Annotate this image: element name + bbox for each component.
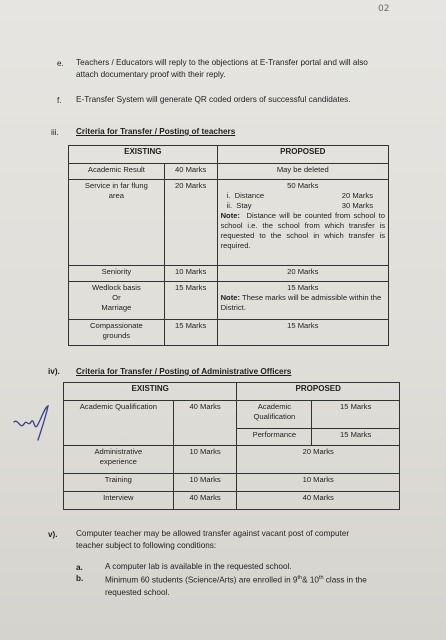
marks-cell: 20 Marks [164, 180, 217, 266]
criterion-cell [69, 180, 165, 266]
sub-line: Academic [257, 402, 292, 411]
existing-header: EXISTING [69, 146, 218, 164]
proposed-header: PROPOSED [237, 383, 400, 401]
criterion-cell: Academic Result [69, 164, 165, 180]
b-text-part: Minimum 60 students (Science/Arts) are enrolled in 9 [105, 575, 298, 585]
handwritten-signature [10, 400, 60, 448]
admin-criteria-table [63, 382, 400, 510]
proposed-sub-criterion [237, 401, 312, 429]
proposed-cell: 20 Marks [217, 266, 388, 282]
proposed-marks: 15 Marks [287, 283, 319, 292]
criterion-cell [69, 282, 165, 320]
table-row [69, 180, 389, 266]
table-row [64, 474, 400, 492]
sub-marks: 20 Marks [341, 191, 373, 200]
section-v-line1: Computer teacher may be allowed transfer against vacant post of computer [76, 529, 350, 538]
condition-b-text [105, 572, 425, 599]
table-row [69, 266, 389, 282]
criterion-cell: Interview [64, 492, 174, 510]
item-f-text: E-Transfer System will generate QR coded orders of successful candidates. [76, 95, 351, 104]
criterion-cell [69, 320, 165, 346]
sub-name: Distance [234, 191, 265, 200]
marks-cell: 40 Marks [173, 401, 237, 446]
section-iii-heading: Criteria for Transfer / Posting of teachers [76, 127, 236, 136]
proposed-sub-criterion: Performance [237, 429, 312, 446]
proposed-sub-marks: 15 Marks [312, 429, 400, 446]
table-row [64, 446, 400, 474]
criterion-line: area [108, 191, 124, 200]
b-sup: th [297, 575, 303, 581]
criterion-line: Marriage [101, 303, 132, 312]
marks-cell: 40 Marks [164, 164, 217, 180]
section-iv-heading: Criteria for Transfer / Posting of Administrative Officers [76, 367, 292, 376]
table-row [64, 492, 400, 510]
sub-line: Qualification [253, 412, 296, 421]
sub-criterion-stay [221, 201, 385, 211]
section-iv-label: iv). [48, 367, 60, 376]
condition-b-line1 [105, 572, 425, 587]
proposed-cell: 10 Marks [237, 474, 400, 492]
criterion-cell: Academic Qualification [64, 401, 174, 446]
section-v-label: v). [48, 530, 58, 539]
note [221, 293, 385, 313]
note-text: Distance will be counted from school to school i.e. the school from which transfer is requested to the school in which transfer is required. [220, 211, 385, 250]
note-label: Note: [220, 293, 240, 302]
item-e-label: e. [57, 59, 64, 68]
marks-cell: 15 Marks [164, 282, 217, 320]
section-iii-label: iii. [51, 128, 59, 137]
criterion-line: Service in far flung [84, 181, 148, 190]
item-e-text [76, 57, 416, 81]
criterion-line: Compassionate [89, 321, 143, 330]
marks-cell: 10 Marks [173, 474, 237, 492]
existing-header: EXISTING [64, 383, 237, 401]
condition-a-label: a. [76, 563, 83, 572]
sub-num: i. [226, 191, 231, 200]
marks-cell: 10 Marks [164, 266, 217, 282]
sub-criterion-distance [221, 191, 385, 201]
proposed-cell [217, 180, 388, 266]
sub-marks: 30 Marks [341, 201, 373, 210]
table-row [69, 320, 389, 346]
table-row [69, 282, 389, 320]
item-e-line1: Teachers / Educators will reply to the objections at E-Transfer portal and will also [76, 58, 368, 67]
proposed-header: PROPOSED [217, 146, 388, 164]
marks-cell: 15 Marks [164, 320, 217, 346]
condition-b-label: b. [76, 574, 84, 583]
proposed-cell: May be deleted [217, 164, 388, 180]
page-number-mark: 02 [378, 4, 390, 14]
item-f-label: f. [57, 96, 62, 105]
marks-cell: 40 Marks [173, 492, 237, 510]
b-text-part: & 10 [302, 575, 319, 585]
marks-cell: 10 Marks [173, 446, 237, 474]
criterion-cell: Seniority [69, 266, 165, 282]
criterion-cell: Training [64, 474, 174, 492]
b-sup: th [318, 575, 324, 581]
criterion-line: experience [99, 457, 137, 466]
condition-b-line2: requested school. [105, 587, 170, 597]
b-text-part: class in the [323, 575, 367, 585]
table-row [64, 401, 400, 429]
condition-a-text: A computer lab is available in the requested school. [105, 562, 292, 571]
section-v-line2: teacher subject to following conditions: [76, 541, 217, 550]
sub-name: Stay [236, 201, 252, 210]
note-label: Note: [220, 211, 240, 220]
item-e-line2: attach documentary proof with their reply. [76, 70, 226, 79]
criterion-cell [64, 446, 174, 474]
proposed-cell: 40 Marks [237, 492, 400, 510]
criterion-line: Wedlock basis [91, 283, 141, 292]
table-row [69, 164, 389, 180]
proposed-sub-marks: 15 Marks [312, 401, 400, 429]
sub-num: ii. [226, 201, 233, 210]
proposed-cell: 20 Marks [237, 446, 400, 474]
proposed-cell: 15 Marks [217, 320, 388, 346]
teachers-criteria-table [68, 145, 389, 346]
criterion-line: Administrative [94, 447, 143, 456]
section-v-text [76, 528, 421, 552]
note [221, 211, 385, 251]
proposed-cell [217, 282, 388, 320]
total-marks: 50 Marks [287, 181, 319, 190]
criterion-line: grounds [102, 331, 131, 340]
note-text: These marks will be admissible within the District. [220, 293, 382, 312]
criterion-line: Or [112, 293, 121, 302]
